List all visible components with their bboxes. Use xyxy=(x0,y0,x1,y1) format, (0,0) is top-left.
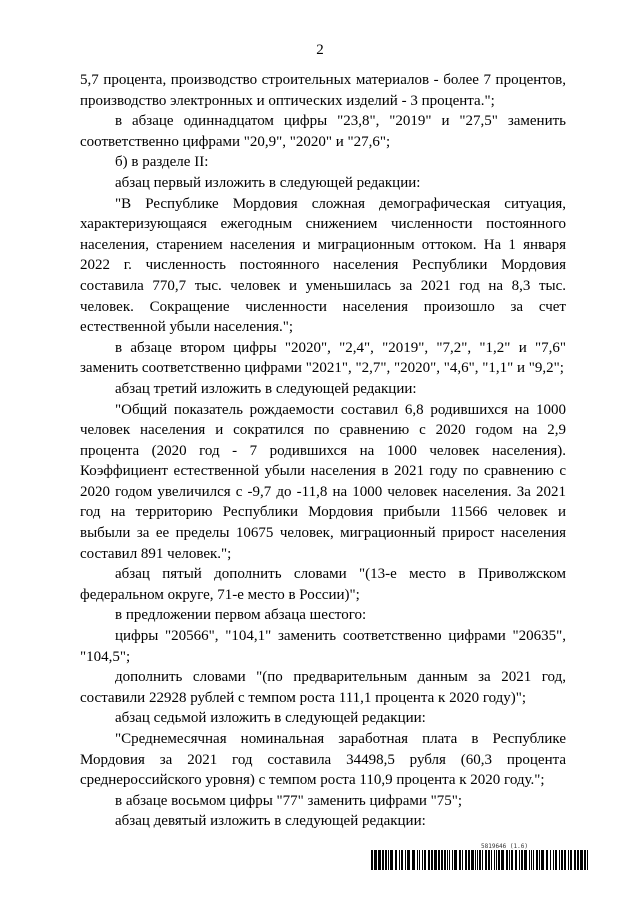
barcode-bar xyxy=(452,850,453,870)
barcode-bar xyxy=(468,850,470,870)
barcode-bar xyxy=(506,850,508,870)
barcode-bar xyxy=(438,850,440,870)
paragraph: абзац седьмой изложить в следующей редакции: xyxy=(115,710,426,727)
barcode-bar xyxy=(412,850,415,870)
barcode-bar xyxy=(444,850,446,870)
paragraph: в абзаце втором цифры "2020", "2,4", "2019", "7,2", "1,2" и "7,6" заменить соответственно цифрами "2021", "2,7", "2020", "4,6", "1,1" и "9,2"; xyxy=(80,339,566,377)
barcode-bar xyxy=(533,850,534,870)
barcode-bar xyxy=(477,850,478,870)
paragraph: в предложении первом абзаца шестого: xyxy=(115,607,367,624)
barcode-bar xyxy=(541,850,544,870)
barcode-bar xyxy=(550,850,551,870)
barcode-bar xyxy=(419,850,420,870)
paragraph: цифры "20566", "104,1" заменить соответственно цифрами "20635", "104,5"; xyxy=(80,628,566,665)
paragraph: б) в разделе II: xyxy=(115,154,209,171)
barcode-bar xyxy=(431,850,433,870)
barcode-bar xyxy=(447,850,448,870)
barcode-bar xyxy=(564,850,566,870)
barcode-bar xyxy=(555,850,557,870)
barcode-bar xyxy=(494,850,495,870)
barcode-bar xyxy=(529,850,530,870)
paragraph: 5,7 процента, производство строительных материалов - более 7 процентов, производство электронных и оптических изделий - 3 процента."; xyxy=(80,72,566,109)
barcode-bar xyxy=(449,850,450,870)
barcode-bar xyxy=(577,850,579,870)
paragraph: в абзаце одиннадцатом цифры "23,8", "2019" и "27,5" заменить соответственно цифрами "20,9", "2020" и "27,6"; xyxy=(80,113,566,150)
paragraph: дополнить словами "(по предварительным данным за 2021 год, составили 22928 рублей с темпом роста 111,1 процента к 2020 году)"; xyxy=(80,669,566,706)
barcode-bar xyxy=(459,850,461,870)
barcode-bar xyxy=(471,850,474,870)
barcode-bar xyxy=(553,850,554,870)
barcode-bar xyxy=(559,850,560,870)
barcode-bar xyxy=(405,850,406,870)
barcode-bar xyxy=(399,850,400,870)
barcode-icon xyxy=(371,850,588,870)
barcode-bar xyxy=(570,850,572,870)
barcode-bar xyxy=(488,850,490,870)
barcode-bar xyxy=(422,850,423,870)
barcode-bar xyxy=(521,850,523,870)
barcode-bar xyxy=(382,850,384,870)
paragraph: абзац девятый изложить в следующей редакции: xyxy=(115,813,426,830)
barcode-bar xyxy=(546,850,548,870)
barcode-bar xyxy=(574,850,576,870)
barcode-bar xyxy=(587,850,588,870)
barcode-bar xyxy=(465,850,467,870)
barcode-bar xyxy=(378,850,381,870)
barcode-bar xyxy=(388,850,389,870)
barcode-bar xyxy=(407,850,410,870)
barcode-bar xyxy=(424,850,426,870)
barcode-bar xyxy=(511,850,513,870)
barcode-bar xyxy=(519,850,520,870)
paragraph: абзац первый изложить в следующей редакции: xyxy=(115,174,421,191)
barcode-bar xyxy=(539,850,540,870)
barcode-bar xyxy=(524,850,527,870)
barcode-bar xyxy=(462,850,463,870)
document-code: 5819646 (1.6) xyxy=(481,843,528,850)
barcode-bar xyxy=(479,850,481,870)
barcode-bar xyxy=(485,850,487,870)
barcode-bar xyxy=(580,850,583,870)
barcode-bar xyxy=(395,850,397,870)
paragraph: абзац третий изложить в следующей редакции: xyxy=(115,380,417,397)
paragraph: абзац пятый дополнить словами "(13-е место в Приволжском федеральном округе, 71-е место в России)"; xyxy=(80,566,566,603)
barcode-bar xyxy=(531,850,532,870)
barcode-bar xyxy=(371,850,373,870)
page-number: 2 xyxy=(316,42,324,58)
barcode-bar xyxy=(417,850,418,870)
barcode-bar xyxy=(498,850,500,870)
barcode-bar xyxy=(374,850,377,870)
barcode-bar xyxy=(584,850,586,870)
paragraph: "В Республике Мордовия сложная демографическая ситуация, характеризующаяся ежегодным снижением численности постоянного населения, старением населения и миграционным оттоком. На 1 января 2022 г. численность постоянного населения Республики Мордовия составила 770,7 тыс. человек и уменьшилась за 2021 год на 8,3 тыс. человек. Сокращение численности населения произошло за счет естественной убыли населения."; xyxy=(80,195,566,336)
barcode-bar xyxy=(401,850,403,870)
barcode-bar xyxy=(441,850,443,870)
barcode-bar xyxy=(428,850,430,870)
paragraph: "Среднемесячная номинальная заработная плата в Республике Мордовия за 2021 год составила 34498,5 рубля (60,3 процента среднероссийского уровня) с темпом роста 110,9 процента к 2020 году."; xyxy=(80,731,566,789)
barcode-bar xyxy=(561,850,563,870)
document-body xyxy=(80,70,566,832)
barcode-bar xyxy=(434,850,437,870)
paragraph: "Общий показатель рождаемости составил 6,8 родившихся на 1000 человек населения и сократился по сравнению с 2020 годом на 2,9 процента (2020 год - 7 родившихся на 1000 человек населения). Коэффициент естественной убыли населения в 2021 году по сравнению с 2020 годом увеличился с -9,7 до -11,8 на 1000 человек населения. За 2021 год на территорию Республики Мордовия прибыли 11566 человек и выбыли за ее пределы 10675 человек, миграционный прирост населения составил 891 человек."; xyxy=(80,401,566,562)
barcode-bar xyxy=(568,850,569,870)
barcode-bar xyxy=(491,850,492,870)
barcode-bar xyxy=(482,850,483,870)
barcode-bar xyxy=(475,850,476,870)
paragraph: в абзаце восьмом цифры "77" заменить цифрами "75"; xyxy=(115,792,463,809)
barcode-bar xyxy=(385,850,387,870)
barcode-bar xyxy=(454,850,457,870)
barcode-bar xyxy=(501,850,504,870)
barcode-bar xyxy=(496,850,497,870)
barcode-bar xyxy=(515,850,517,870)
barcode-bar xyxy=(509,850,510,870)
barcode-bar xyxy=(536,850,538,870)
barcode-bar xyxy=(390,850,393,870)
